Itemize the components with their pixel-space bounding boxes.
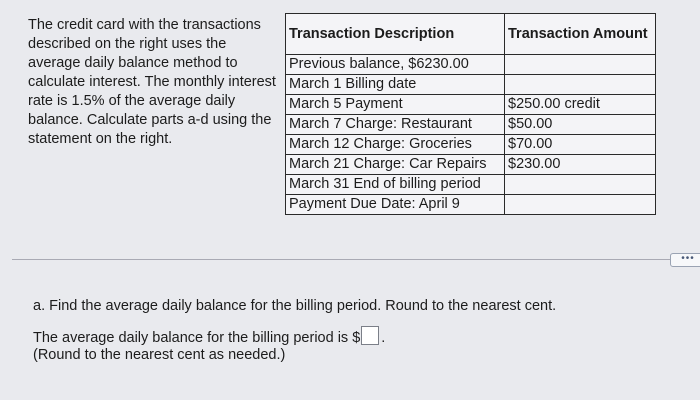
problem-intro: The credit card with the transactions described on the right uses the average daily balance method to calculate interest. The monthly interest rate is 1.5% of the average daily balance. Calculate parts a-d using the statement on the right. (28, 17, 276, 147)
row-description: March 5 Payment (286, 95, 505, 115)
table-row (286, 195, 656, 215)
more-options-button[interactable]: ••• (670, 253, 700, 267)
row-amount: $230.00 (505, 155, 656, 175)
table-row (286, 135, 656, 155)
row-description: Previous balance, $6230.00 (286, 55, 505, 75)
row-description: Payment Due Date: April 9 (286, 195, 505, 215)
table-row (286, 115, 656, 135)
row-amount: $50.00 (505, 115, 656, 135)
table-row (286, 75, 656, 95)
column-header-description: Transaction Description (286, 14, 505, 55)
table-row (286, 55, 656, 75)
table-row (286, 95, 656, 115)
answer-suffix: . (381, 330, 386, 346)
answer-line (33, 326, 385, 346)
row-amount (505, 195, 656, 215)
row-amount: $70.00 (505, 135, 656, 155)
row-amount (505, 75, 656, 95)
table-header-row (286, 14, 656, 55)
rounding-note: (Round to the nearest cent as needed.) (33, 347, 286, 363)
table-row (286, 155, 656, 175)
row-amount: $250.00 credit (505, 95, 656, 115)
question-a: a. Find the average daily balance for the billing period. Round to the nearest cent. (33, 298, 557, 314)
column-header-amount: Transaction Amount (505, 14, 656, 55)
row-description: March 7 Charge: Restaurant (286, 115, 505, 135)
transaction-table (285, 13, 656, 215)
row-amount (505, 175, 656, 195)
row-description: March 31 End of billing period (286, 175, 505, 195)
row-description: March 1 Billing date (286, 75, 505, 95)
answer-prefix: The average daily balance for the billing period is $ (33, 330, 361, 346)
section-divider (12, 259, 672, 260)
answer-input-box[interactable] (361, 326, 379, 345)
table-row (286, 175, 656, 195)
row-description: March 21 Charge: Car Repairs (286, 155, 505, 175)
row-description: March 12 Charge: Groceries (286, 135, 505, 155)
row-amount (505, 55, 656, 75)
